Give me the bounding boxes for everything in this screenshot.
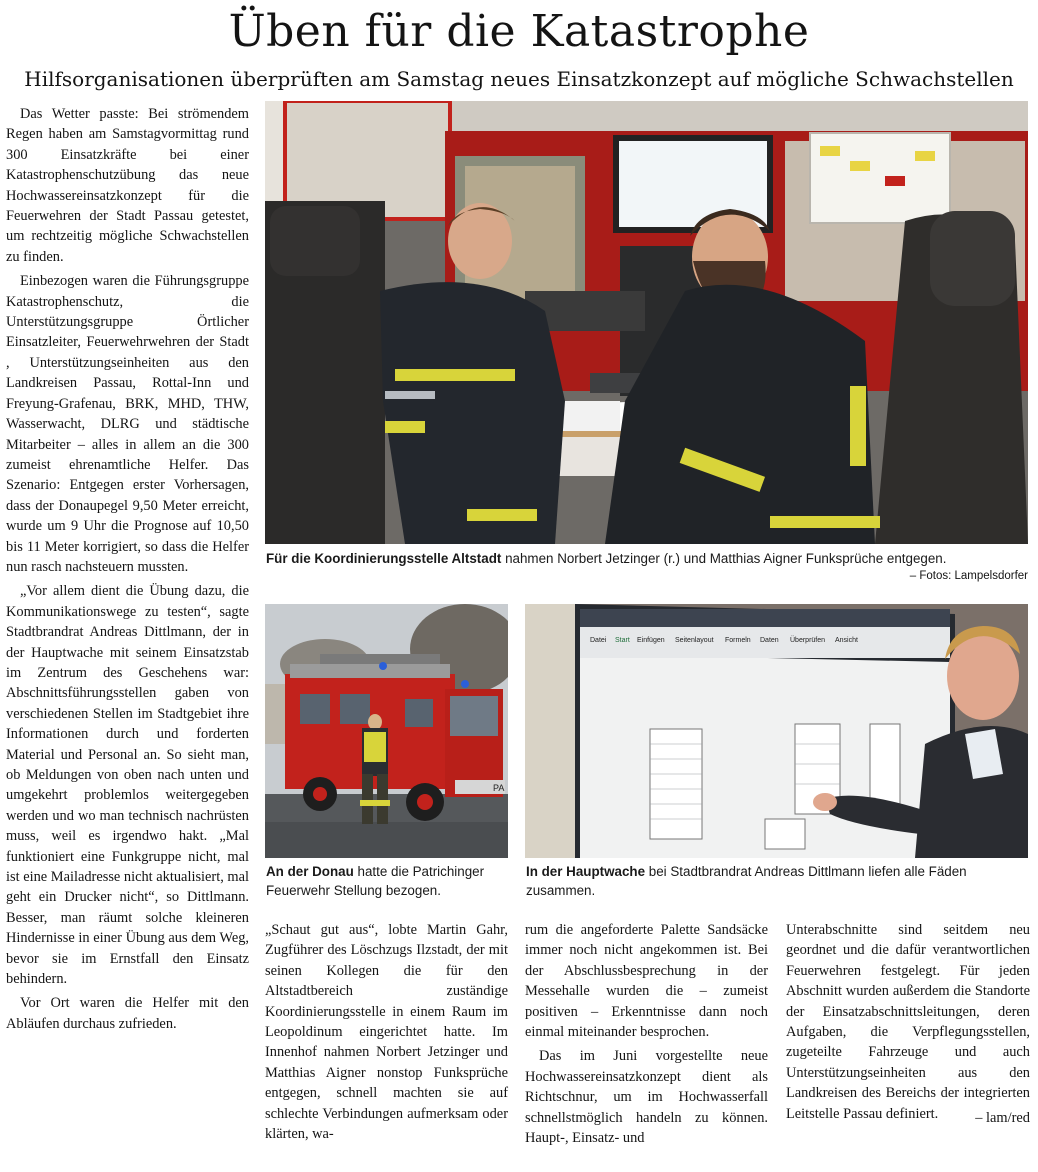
- screen-tab-ansicht: Ansicht: [835, 637, 858, 644]
- paragraph: „Vor allem dient die Übung dazu, die Kommunikationswege zu testen“, sagte Stadtbrandrat Andreas Dittlmann, der in der Hauptwache mit seinem Einsatzstab im Zentrum des Geschehens war: Abschnittsführungsstellen gaben von verschiedenen Stellen im Stadtgebiet ihre Informationen durch und forderten Material und Personal an. So sieht man, ob Meldungen von oben nach unten und umgekehrt problemlos weitergegeben werden und wo man technisch nachrüsten muss, weil es irgendwo hakt. „Mal funktioniert eine Funkgruppe nicht, mal ist eine Mailadresse nicht aktualisiert, mal geht ein Drucker nicht“, so Dittlmann. Besser, man räumt solche kleineren Hindernisse in einer Übung aus dem Weg, bevor sie im Ernstfall den Einsatz behindern.: [6, 583, 249, 988]
- article-column-4: [786, 920, 1030, 1132]
- caption-donau: [266, 862, 510, 900]
- photo-credit: – Fotos: Lampelsdorfer: [909, 570, 1028, 582]
- photo-command-vehicle-image: [265, 101, 1028, 544]
- screen-tab-seitenlayout: Seitenlayout: [675, 637, 714, 644]
- photo-hauptwache-screen: [525, 604, 1028, 858]
- article-column-2: [265, 920, 508, 1148]
- author-signature: – lam/red: [975, 1109, 1030, 1126]
- paragraph: Einbezogen waren die Führungsgruppe Katastrophenschutz, die Unterstützungsgruppe Örtlicher Einsatzleiter, Feuerwehrwehren der Stadt , Unterstützungseinheiten aus den Landkreisen Passau, Rottal-Inn und Freyung-Grafenau, BRK, MHD, THW, Wasserwacht, DLRG und städtische Mitarbeiter – alles in allem an die 300 zumeist ehrenamtliche Helfer. Das Szenario: Entgegen erster Vorhersagen, dass der Donaupegel 9,50 Meter erreicht, wurde um 9 Uhr die Prognose auf 10,50 bis 11 Meter korrigiert, so dass die Helfer nun rasch nachsteuern mussten.: [6, 273, 249, 575]
- paragraph: „Schaut gut aus“, lobte Martin Gahr, Zugführer des Löschzugs Ilzstadt, der mit seinen Kollegen die für den Altstadtbereich zuständige Koordinierungsstelle in einem Raum im Leopoldinum eingerichtet hatte. Im Innenhof nahmen Norbert Jetzinger und Matthias Aigner nonstop Funksprüche entgegen, schnell machten sie auf schlechte Verbindungen aufmerksam oder klärten, wa-: [265, 922, 508, 1143]
- paragraph: Das im Juni vorgestellte neue Hochwassereinsatzkonzept dient als Richtschnur, um im Hochwasserfall schnellstmöglich handeln zu können. Haupt-, Einsatz- und: [525, 1048, 768, 1147]
- screen-tab-formeln: Formeln: [725, 637, 751, 644]
- photo-hauptwache-screen-image: [525, 604, 1028, 858]
- caption-command-vehicle-text: nahmen Norbert Jetzinger (r.) und Matthias Aigner Funksprüche entgegen.: [501, 551, 947, 566]
- paragraph: Das Wetter passte: Bei strömendem Regen haben am Samstagvormittag rund 300 Einsatzkräfte bei einer Katastrophenschutzübung das neue Hochwassereinsatzkonzept für die Feuerwehren der Stadt Passau getestet, um rechtzeitig mögliche Schwachstellen zu finden.: [6, 106, 249, 265]
- screen-tab-einfuegen: Einfügen: [637, 637, 665, 644]
- screen-tab-ueberpruefen: Überprüfen: [790, 637, 826, 644]
- truck-plate-text: PA: [493, 783, 505, 793]
- caption-command-vehicle: [266, 549, 1030, 568]
- subheadline: Hilfsorganisationen überprüften am Samstag neues Einsatzkonzept auf mögliche Schwachstellen: [24, 67, 1014, 91]
- article-column-3: [525, 920, 768, 1152]
- caption-hauptwache: [526, 862, 1030, 900]
- photo-fire-truck: [265, 604, 508, 858]
- screen-tab-start: Start: [615, 637, 630, 644]
- screen-tab-daten: Daten: [760, 637, 779, 644]
- caption-hauptwache-text: bei Stadtbrandrat Andreas Dittlmann liefen alle Fäden zusammen.: [526, 864, 967, 898]
- caption-donau-text: hatte die Patrichinger Feuerwehr Stellung bezogen.: [266, 864, 485, 898]
- paragraph: Unterabschnitte sind seitdem neu geordnet und die dafür verantwortlichen Feuerwehren festgelegt. Für jeden Abschnitt wurden außerdem die Standorte der Einsatzabschnittsleitungen, deren Aufgaben, die Verpflegungsstellen, zugeteilte Fahrzeuge und auch Unterstützungseinheiten aus den Landkreisen des Bereichs der integrierten Leitstelle Passau definiert.: [786, 922, 1030, 1122]
- caption-hauptwache-lead: In der Hauptwache: [526, 864, 646, 879]
- paragraph: rum die angeforderte Palette Sandsäcke immer noch nicht angekommen ist. Bei der Abschlussbesprechung in der Messehalle wurden die – zumeist positiven – Erkenntnisse dann noch einmal miteinander besprochen.: [525, 922, 768, 1041]
- screen-tab-datei: Datei: [590, 637, 607, 644]
- photo-fire-truck-image: [265, 604, 508, 858]
- article-column-1: [6, 104, 249, 1038]
- paragraph: Vor Ort waren die Helfer mit den Abläufen durchaus zufrieden.: [6, 995, 249, 1032]
- photo-command-vehicle: [265, 101, 1028, 544]
- caption-command-vehicle-lead: Für die Koordinierungsstelle Altstadt: [266, 551, 502, 566]
- headline: Üben für die Katastrophe: [228, 6, 810, 57]
- caption-donau-lead: An der Donau: [266, 864, 354, 879]
